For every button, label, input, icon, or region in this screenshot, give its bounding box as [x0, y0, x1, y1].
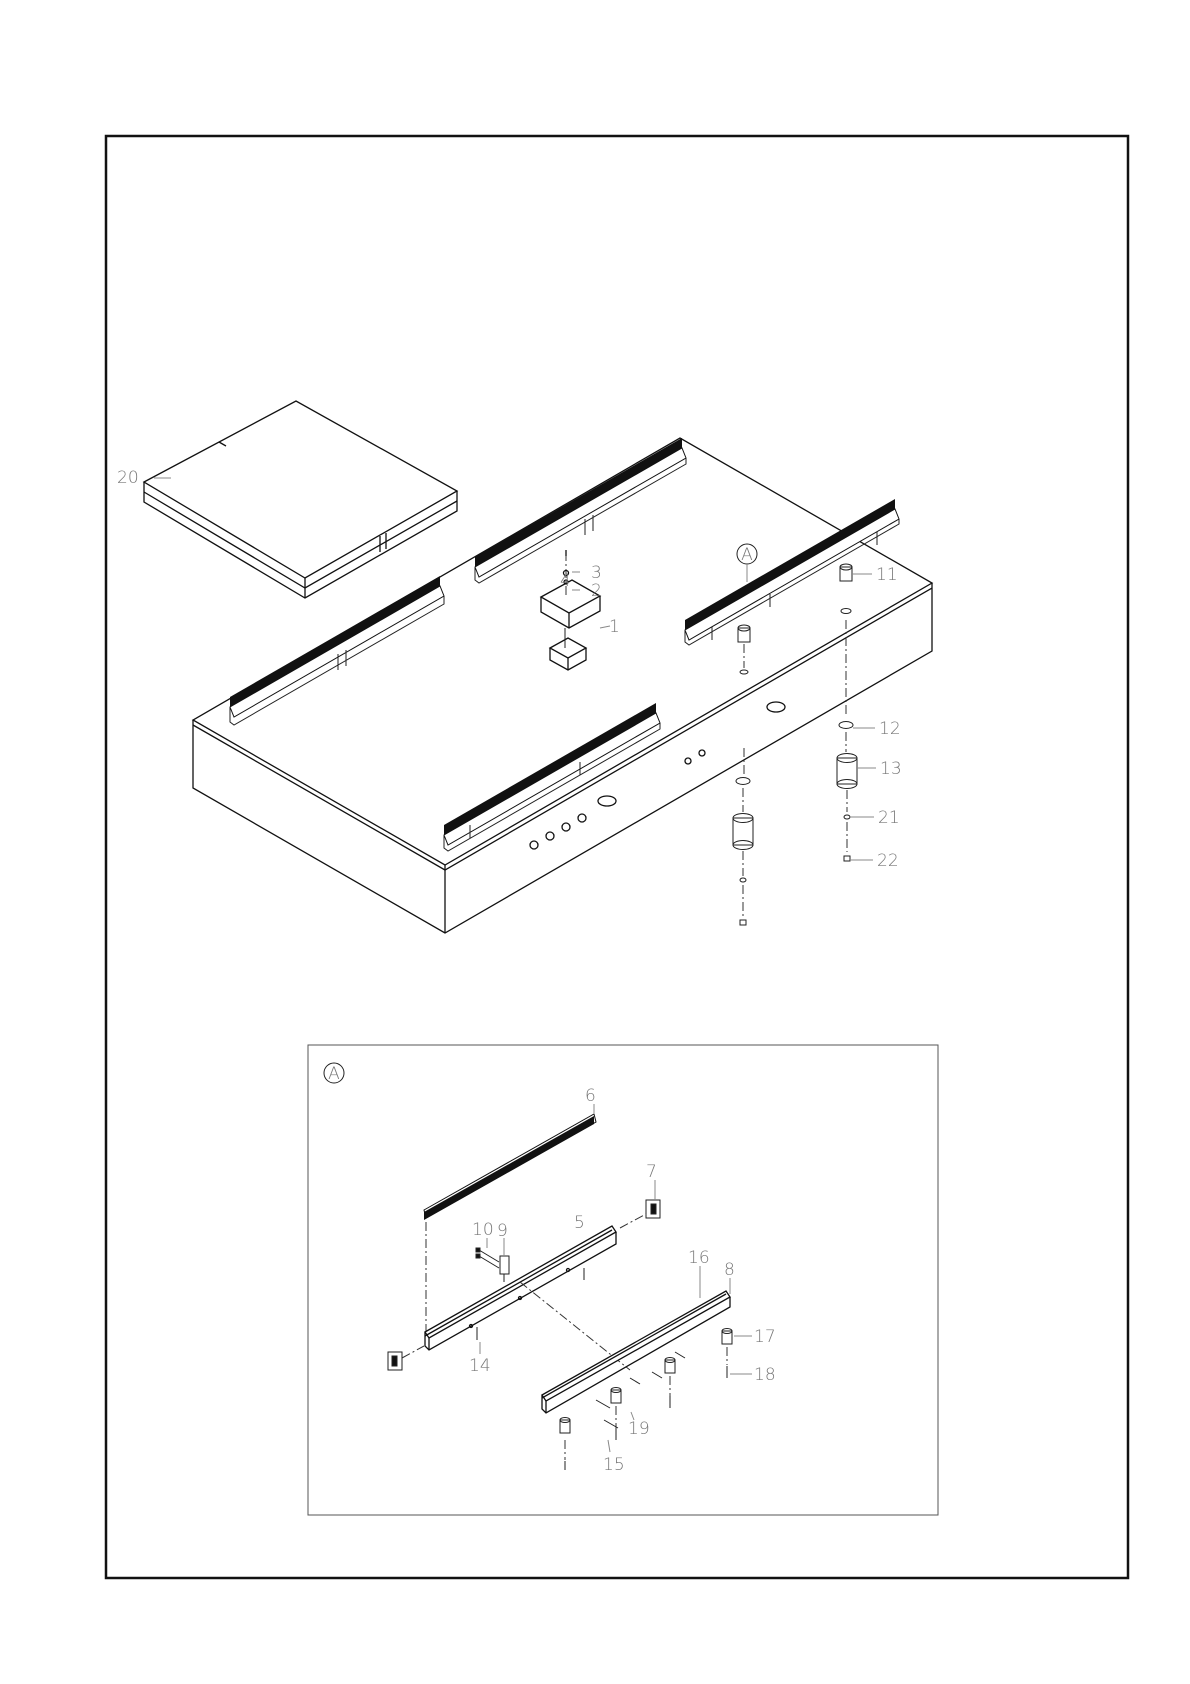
- callout-6: 6: [585, 1086, 596, 1106]
- callout-22: 22: [877, 851, 899, 871]
- blade-strip: [424, 1104, 596, 1220]
- callout-15: 15: [603, 1455, 625, 1475]
- callout-20: 20: [117, 468, 139, 488]
- fasteners-lower: [560, 1329, 732, 1471]
- callout-4: 4: [560, 571, 571, 591]
- end-cap-7: [620, 1180, 660, 1228]
- detail-inset-frame: [308, 1045, 938, 1515]
- callout-5: 5: [574, 1213, 585, 1233]
- callout-14: 14: [469, 1356, 491, 1376]
- upper-bar: [425, 1226, 616, 1350]
- callout-9: 9: [497, 1221, 508, 1241]
- callout-2: 2: [591, 581, 602, 601]
- panel-stack: [144, 401, 457, 598]
- inset-marker-letter: A: [328, 1064, 340, 1084]
- detail-marker-letter: A: [741, 545, 753, 565]
- bracket-9: [500, 1256, 509, 1282]
- callout-21: 21: [878, 808, 900, 828]
- callout-19: 19: [628, 1419, 650, 1439]
- callout-3: 3: [591, 563, 602, 583]
- end-cap-left: [388, 1346, 424, 1370]
- lower-bar: [542, 1266, 730, 1413]
- callout-12: 12: [879, 719, 901, 739]
- callout-17: 17: [754, 1327, 776, 1347]
- callout-8: 8: [724, 1260, 735, 1280]
- callout-11: 11: [876, 565, 898, 585]
- callout-18: 18: [754, 1365, 776, 1385]
- page-border: [106, 136, 1128, 1578]
- screws-10: [476, 1248, 499, 1268]
- callout-7: 7: [646, 1162, 657, 1182]
- callout-13: 13: [880, 759, 902, 779]
- callout-16: 16: [688, 1248, 710, 1268]
- callout-10: 10: [472, 1220, 494, 1240]
- callout-1: 1: [609, 617, 620, 637]
